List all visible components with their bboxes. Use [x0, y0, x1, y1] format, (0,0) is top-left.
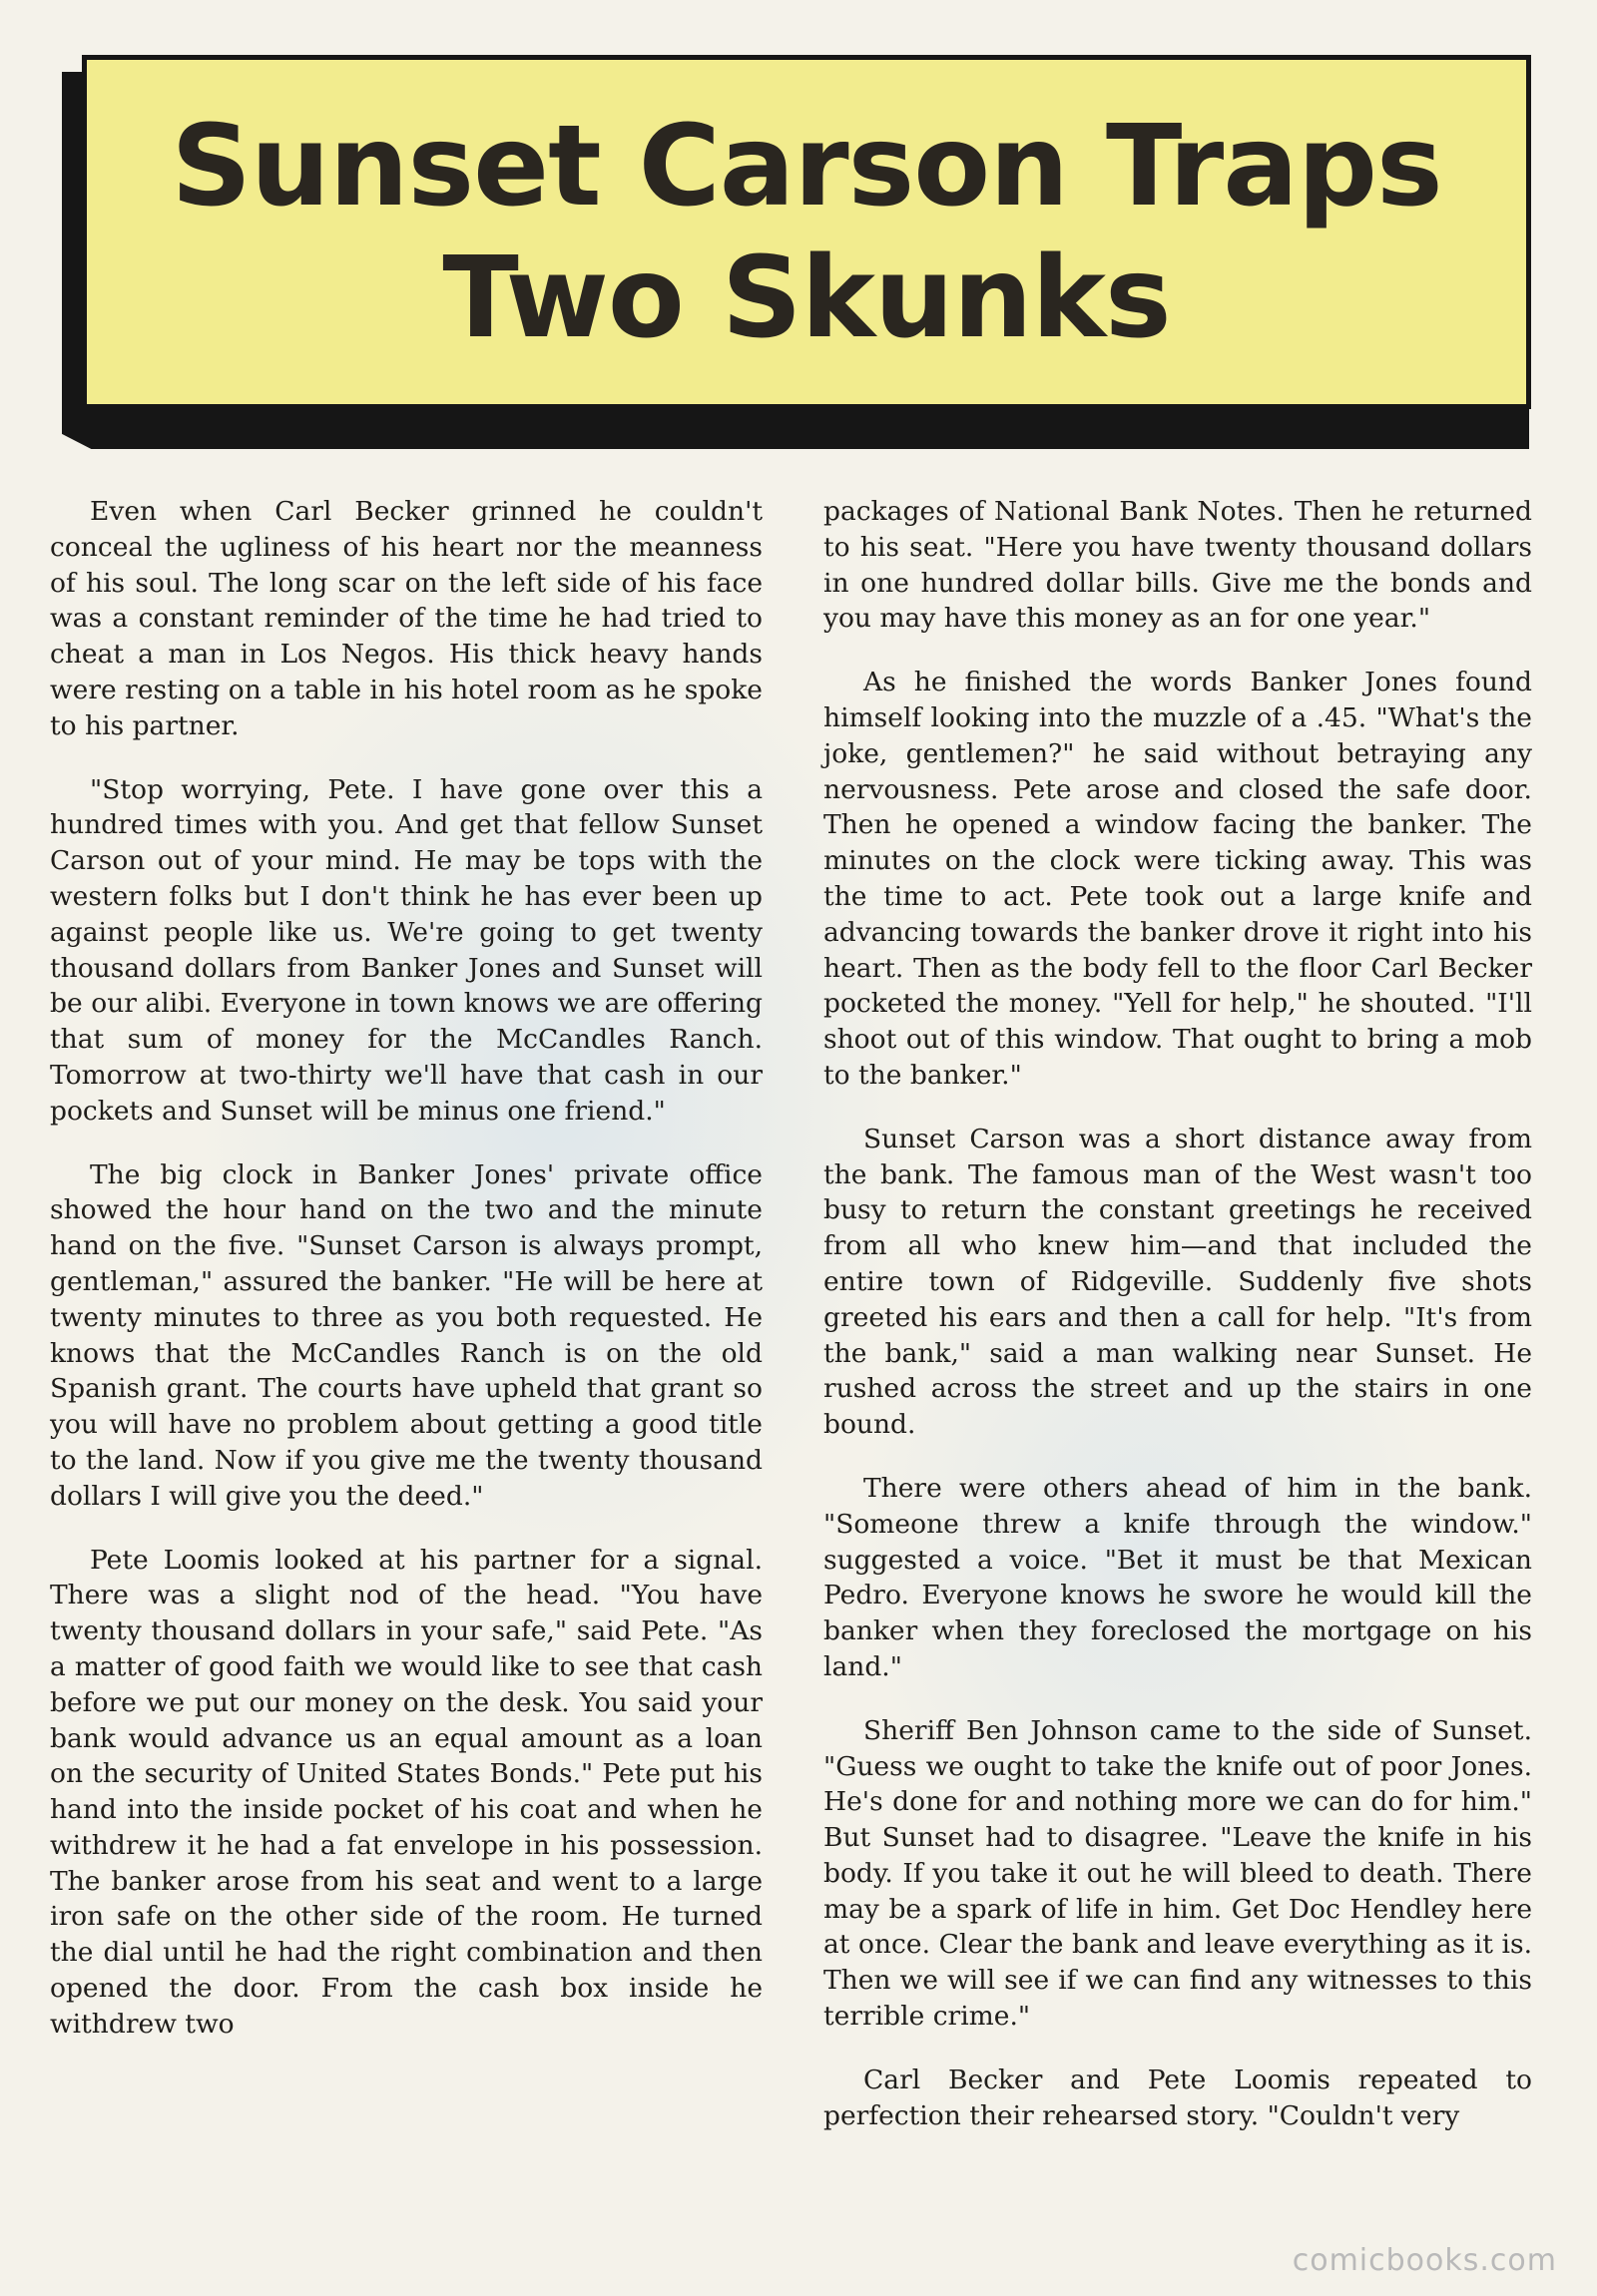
paragraph: Carl Becker and Pete Loomis repeated to perfection their rehearsed story. "Couldn't very	[823, 2064, 1532, 2131]
paragraph: packages of National Bank Notes. Then he returned to his seat. "Here you have twenty thousand dollars in one hundred dollar bills. Give me the bonds and you may have this money as an for one year."	[823, 496, 1532, 635]
paragraph: "Stop worrying, Pete. I have gone over this a hundred times with you. And get that fellow Sunset Carson out of your mind. He may be tops with the western folks but I don't think he has ever been up against people like us. We're going to get twenty thousand dollars from Banker Jones and Sunset will be our alibi. Everyone in town knows we are offering that sum of money for the McCandles Ranch. Tomorrow at two-thirty we'll have that cash in our pockets and Sunset will be minus one friend."	[50, 773, 763, 1127]
right-column	[823, 494, 1532, 2161]
paragraph: Sheriff Ben Johnson came to the side of Sunset. "Guess we ought to take the knife out of poor Jones. He's done for and nothing more we can do for him." But Sunset had to disagree. "Leave the knife in his body. If you take it out he will bleed to death. There may be a spark of life in him. Get Doc Hendley here at once. Clear the bank and leave everything as it is. Then we will see if we can find any witnesses to this terrible crime."	[823, 1714, 1532, 2033]
title-line-1: Sunset Carson Traps	[171, 101, 1442, 231]
left-column	[50, 494, 763, 2070]
watermark: comicbooks.com	[1292, 2243, 1557, 2278]
title-line-2: Two Skunks	[442, 232, 1171, 363]
paragraph: Pete Loomis looked at his partner for a signal. There was a slight nod of the head. "You have twenty thousand dollars in your safe," said Pete. "As a matter of good faith we would like to see that cash before we put our money on the desk. You said your bank would advance us an equal amount as a loan on the security of United States Bonds." Pete put his hand into the inside pocket of his coat and when he withdrew it he had a fat envelope in his possession. The banker arose from his seat and went to a large iron safe on the other side of the room. He turned the dial until he had the right combination and then opened the door. From the cash box inside he withdrew two	[50, 1544, 763, 2040]
title-box	[82, 55, 1531, 409]
paragraph: There were others ahead of him in the bank. "Someone threw a knife through the window." suggested a voice. "Bet it must be that Mexican Pedro. Everyone knows he swore he would kill the banker when they foreclosed the mortgage on his land."	[823, 1472, 1532, 1682]
paragraph: The big clock in Banker Jones' private office showed the hour hand on the two and the minute hand on the five. "Sunset Carson is always prompt, gentleman," assured the banker. "He will be here at twenty minutes to three as you both requested. He knows that the McCandles Ranch is on the old Spanish grant. The courts have upheld that grant so you will have no problem about getting a good title to the land. Now if you give me the twenty thousand dollars I will give you the deed."	[50, 1158, 763, 1512]
paragraph: As he finished the words Banker Jones found himself looking into the muzzle of a .45. "What's the joke, gentlemen?" he said without betraying any nervousness. Pete arose and closed the safe door. Then he opened a window facing the banker. The minutes on the clock were ticking away. This was the time to act. Pete took out a large knife and advancing towards the banker drove it right into his heart. Then as the body fell to the floor Carl Becker pocketed the money. "Yell for help," he shouted. "I'll shoot out of this window. That ought to bring a mob to the banker."	[823, 667, 1532, 1091]
paragraph: Even when Carl Becker grinned he couldn't conceal the ugliness of his heart nor the meanness of his soul. The long scar on the left side of his face was a constant reminder of the time he had tried to cheat a man in Los Negos. His thick heavy hands were resting on a table in his hotel room as he spoke to his partner.	[50, 496, 763, 741]
paragraph: Sunset Carson was a short distance away from the bank. The famous man of the West wasn't too busy to return the constant greetings he received from all who knew him—and that included the entire town of Ridgeville. Suddenly five shots greeted his ears and then a call for help. "It's from the bank," said a man walking near Sunset. He rushed across the street and up the stairs in one bound.	[823, 1123, 1532, 1441]
